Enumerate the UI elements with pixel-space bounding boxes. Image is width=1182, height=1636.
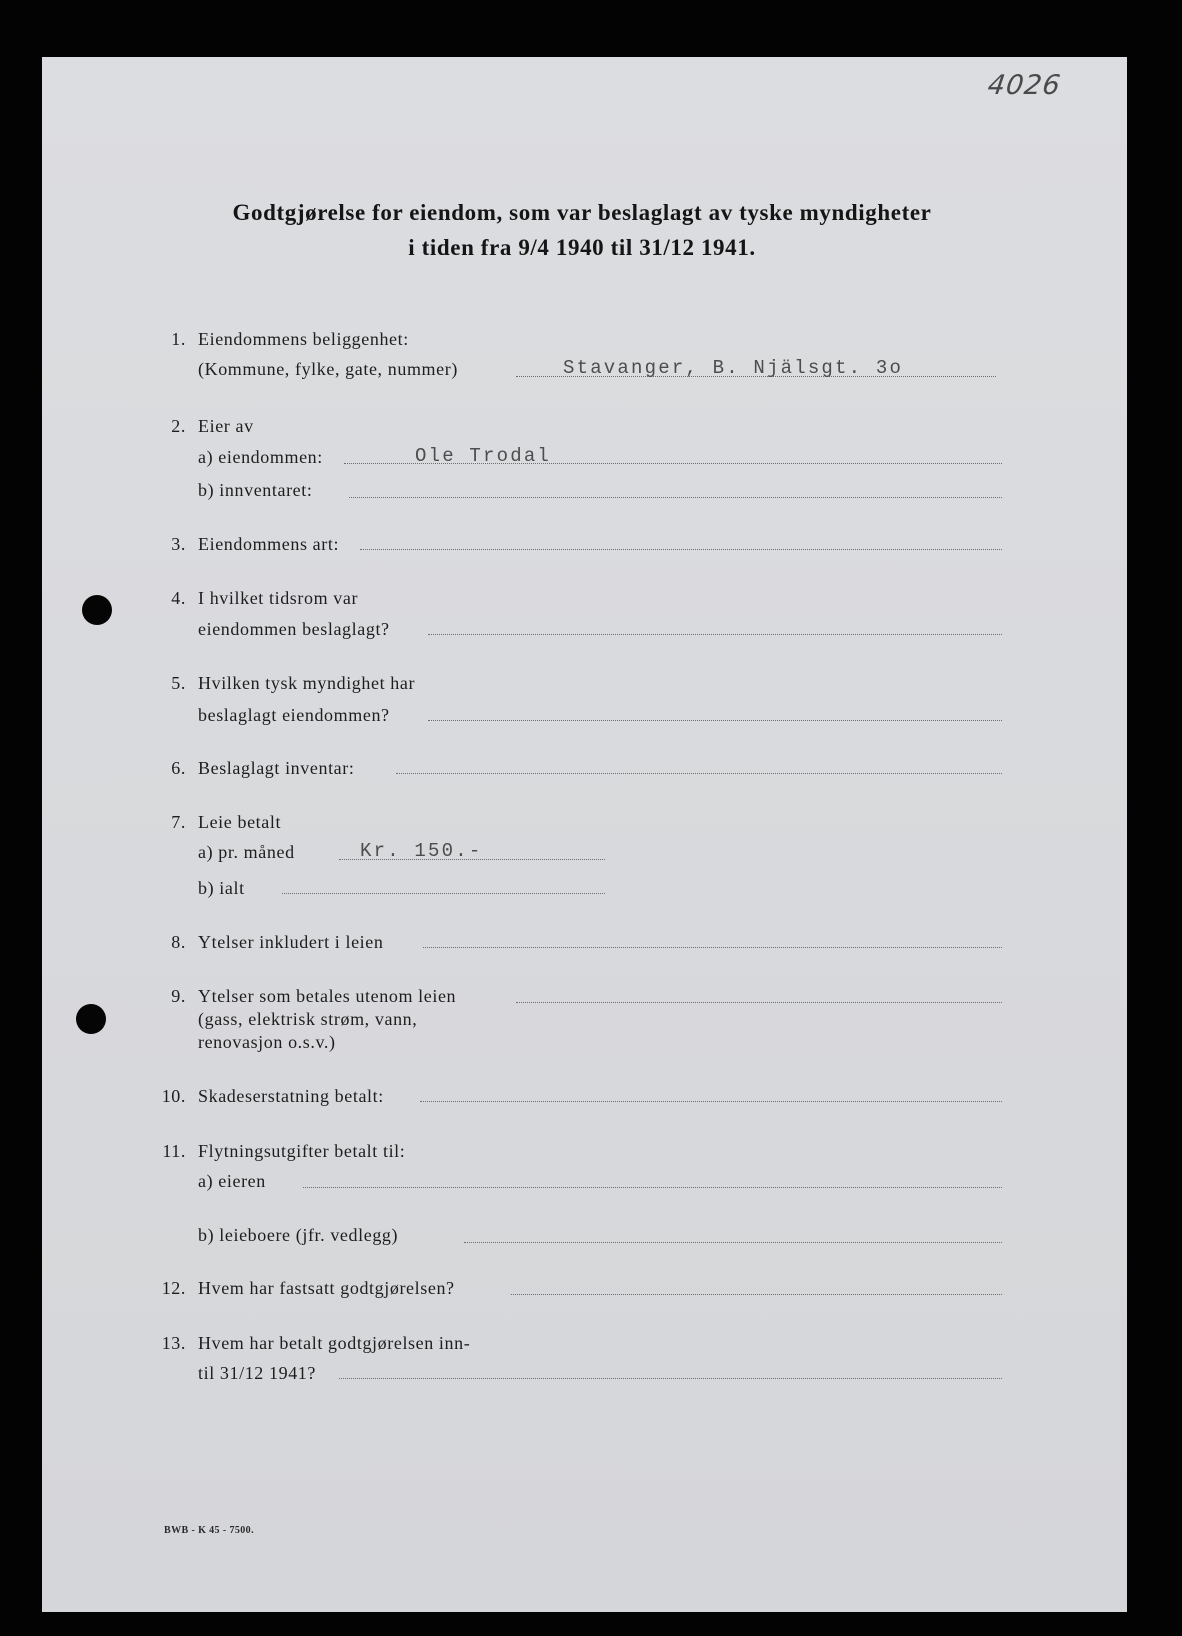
item-9-label-cont-2: renovasjon o.s.v.) bbox=[198, 1032, 336, 1052]
handwritten-archive-number: 4026 bbox=[985, 70, 1063, 101]
punch-hole-bottom bbox=[76, 1004, 106, 1034]
item-2b-field-line bbox=[349, 497, 1002, 498]
item-6-label: Beslaglagt inventar: bbox=[198, 758, 355, 778]
item-1-number: 1. bbox=[171, 329, 186, 349]
item-9-field-line bbox=[516, 1002, 1002, 1003]
item-11-number: 11. bbox=[162, 1141, 186, 1161]
item-9-label-cont: (gass, elektrisk strøm, vann, bbox=[198, 1009, 418, 1029]
item-7-label: Leie betalt bbox=[198, 812, 282, 832]
item-1-label: Eiendommens beliggenhet: bbox=[198, 329, 409, 349]
item-11-label: Flytningsutgifter betalt til: bbox=[198, 1141, 406, 1161]
item-9-label: Ytelser som betales utenom leien bbox=[198, 986, 457, 1006]
item-9-number: 9. bbox=[171, 986, 186, 1006]
item-8-number: 8. bbox=[171, 932, 186, 952]
item-6-number: 6. bbox=[171, 758, 186, 778]
item-7b-field-line bbox=[282, 893, 605, 894]
item-8-field-line bbox=[423, 947, 1002, 948]
item-11a-label: a) eieren bbox=[198, 1171, 266, 1191]
item-11b-field-line bbox=[464, 1242, 1002, 1243]
item-7-number: 7. bbox=[171, 812, 186, 832]
item-2-number: 2. bbox=[171, 416, 186, 436]
item-10-number: 10. bbox=[161, 1086, 186, 1106]
item-13-label-cont: til 31/12 1941? bbox=[198, 1363, 316, 1383]
item-1-typed-value: Stavanger, B. Njälsgt. 3o bbox=[563, 357, 904, 379]
item-1-sublabel: (Kommune, fylke, gate, nummer) bbox=[198, 359, 458, 379]
item-3-number: 3. bbox=[171, 534, 186, 554]
item-4-field-line bbox=[428, 634, 1002, 635]
form-code-footer: BWB - K 45 - 7500. bbox=[164, 1525, 254, 1536]
item-13-field-line bbox=[339, 1378, 1002, 1379]
item-2b-label: b) innventaret: bbox=[198, 480, 313, 500]
item-13-label: Hvem har betalt godtgjørelsen inn- bbox=[198, 1333, 471, 1353]
item-5-label-cont: beslaglagt eiendommen? bbox=[198, 705, 390, 725]
item-11b-label: b) leieboere (jfr. vedlegg) bbox=[198, 1225, 399, 1245]
item-5-field-line bbox=[428, 720, 1002, 721]
item-7a-label: a) pr. måned bbox=[198, 842, 295, 862]
item-7b-label: b) ialt bbox=[198, 878, 245, 898]
item-4-number: 4. bbox=[171, 588, 186, 608]
item-4-label-cont: eiendommen beslaglagt? bbox=[198, 619, 390, 639]
item-6-field-line bbox=[396, 773, 1002, 774]
item-5-label: Hvilken tysk myndighet har bbox=[198, 673, 416, 693]
item-11a-field-line bbox=[303, 1187, 1002, 1188]
item-10-field-line bbox=[420, 1101, 1002, 1102]
item-2a-typed-value: Ole Trodal bbox=[415, 445, 552, 467]
item-2-label: Eier av bbox=[198, 416, 254, 436]
item-3-field-line bbox=[360, 549, 1002, 550]
item-13-number: 13. bbox=[161, 1333, 186, 1353]
item-12-field-line bbox=[511, 1294, 1002, 1295]
form-title-line-2: i tiden fra 9/4 1940 til 31/12 1941. bbox=[408, 235, 756, 260]
item-8-label: Ytelser inkludert i leien bbox=[198, 932, 384, 952]
punch-hole-top bbox=[82, 595, 112, 625]
item-10-label: Skadeserstatning betalt: bbox=[198, 1086, 384, 1106]
item-4-label: I hvilket tidsrom var bbox=[198, 588, 359, 608]
item-2a-label: a) eiendommen: bbox=[198, 447, 323, 467]
form-title-line-1: Godtgjørelse for eiendom, som var beslaglagt av tyske myndigheter bbox=[232, 200, 932, 225]
item-3-label: Eiendommens art: bbox=[198, 534, 340, 554]
item-12-number: 12. bbox=[161, 1278, 186, 1298]
item-12-label: Hvem har fastsatt godtgjørelsen? bbox=[198, 1278, 455, 1298]
item-5-number: 5. bbox=[171, 673, 186, 693]
item-7a-typed-value: Kr. 150.- bbox=[360, 840, 483, 862]
